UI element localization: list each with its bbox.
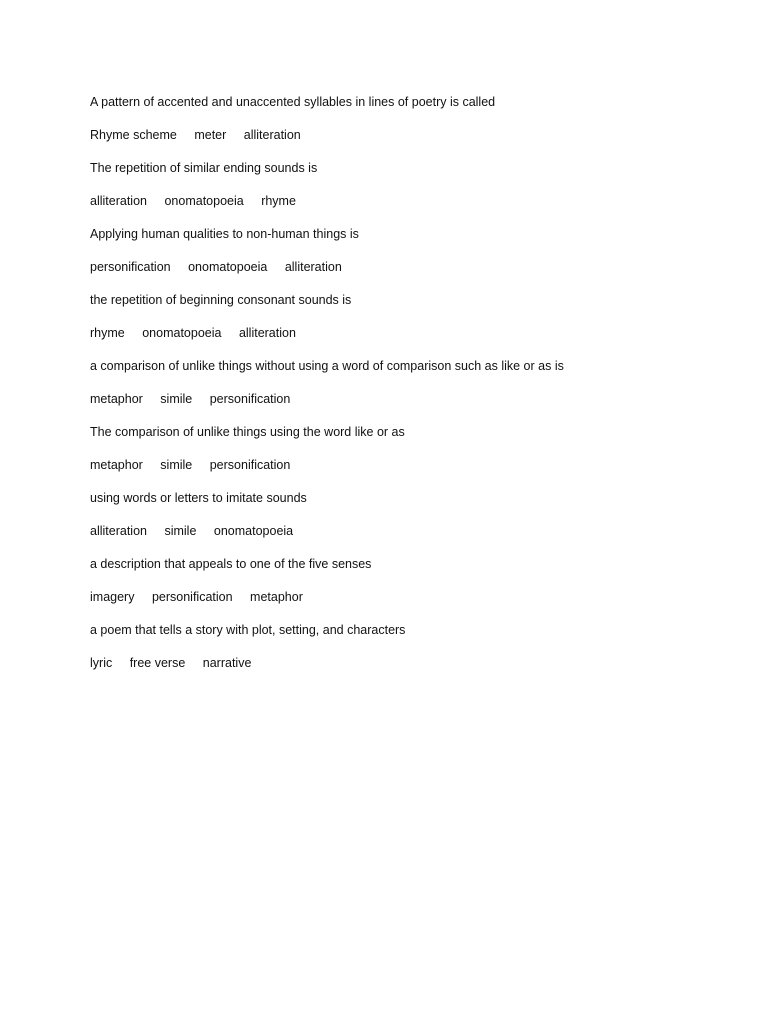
- answer-option: meter: [194, 128, 227, 142]
- answer-option: onomatopoeia: [164, 194, 244, 208]
- answer-option: personification: [209, 458, 291, 472]
- answer-option: alliteration: [284, 260, 342, 274]
- question-prompt: a comparison of unlike things without using a word of comparison such as like or as is: [90, 359, 564, 373]
- question-prompt: Applying human qualities to non-human things is: [90, 227, 359, 241]
- answer-option: metaphor: [90, 392, 143, 406]
- answer-options: [90, 257, 730, 290]
- answer-option: alliteration: [243, 128, 301, 142]
- answer-option: alliteration: [238, 326, 296, 340]
- document-page: [90, 92, 730, 686]
- answer-option: onomatopoeia: [213, 524, 294, 538]
- answer-options: [90, 587, 730, 620]
- answer-option: personification: [151, 590, 233, 604]
- answer-option: simile: [160, 392, 193, 406]
- answer-option: alliteration: [90, 524, 147, 538]
- question-prompt: a description that appeals to one of the five senses: [90, 557, 372, 571]
- answer-option: onomatopoeia: [188, 260, 268, 274]
- answer-options: [90, 389, 730, 422]
- answer-options: [90, 191, 730, 224]
- answer-options: [90, 653, 730, 686]
- answer-option: rhyme: [261, 194, 296, 208]
- question-prompt: The repetition of similar ending sounds is: [90, 161, 318, 175]
- answer-option: personification: [209, 392, 291, 406]
- question-prompt: The comparison of unlike things using the word like or as: [90, 425, 405, 439]
- answer-option: free verse: [129, 656, 186, 670]
- answer-option: simile: [164, 524, 197, 538]
- answer-option: metaphor: [250, 590, 303, 604]
- answer-options: [90, 125, 730, 158]
- answer-options: [90, 521, 730, 554]
- answer-option: Rhyme scheme: [90, 128, 177, 142]
- answer-option: simile: [160, 458, 193, 472]
- answer-option: metaphor: [90, 458, 143, 472]
- answer-option: onomatopoeia: [142, 326, 222, 340]
- answer-option: narrative: [202, 656, 252, 670]
- answer-option: lyric: [90, 656, 113, 670]
- question-prompt: a poem that tells a story with plot, setting, and characters: [90, 623, 406, 637]
- answer-option: imagery: [90, 590, 135, 604]
- question-prompt: the repetition of beginning consonant sounds is: [90, 293, 352, 307]
- question-prompt: using words or letters to imitate sounds: [90, 491, 307, 505]
- answer-option: rhyme: [90, 326, 125, 340]
- answer-option: personification: [90, 260, 171, 274]
- answer-options: [90, 323, 730, 356]
- answer-options: [90, 455, 730, 488]
- question-prompt: A pattern of accented and unaccented syllables in lines of poetry is called: [90, 95, 496, 109]
- answer-option: alliteration: [90, 194, 147, 208]
